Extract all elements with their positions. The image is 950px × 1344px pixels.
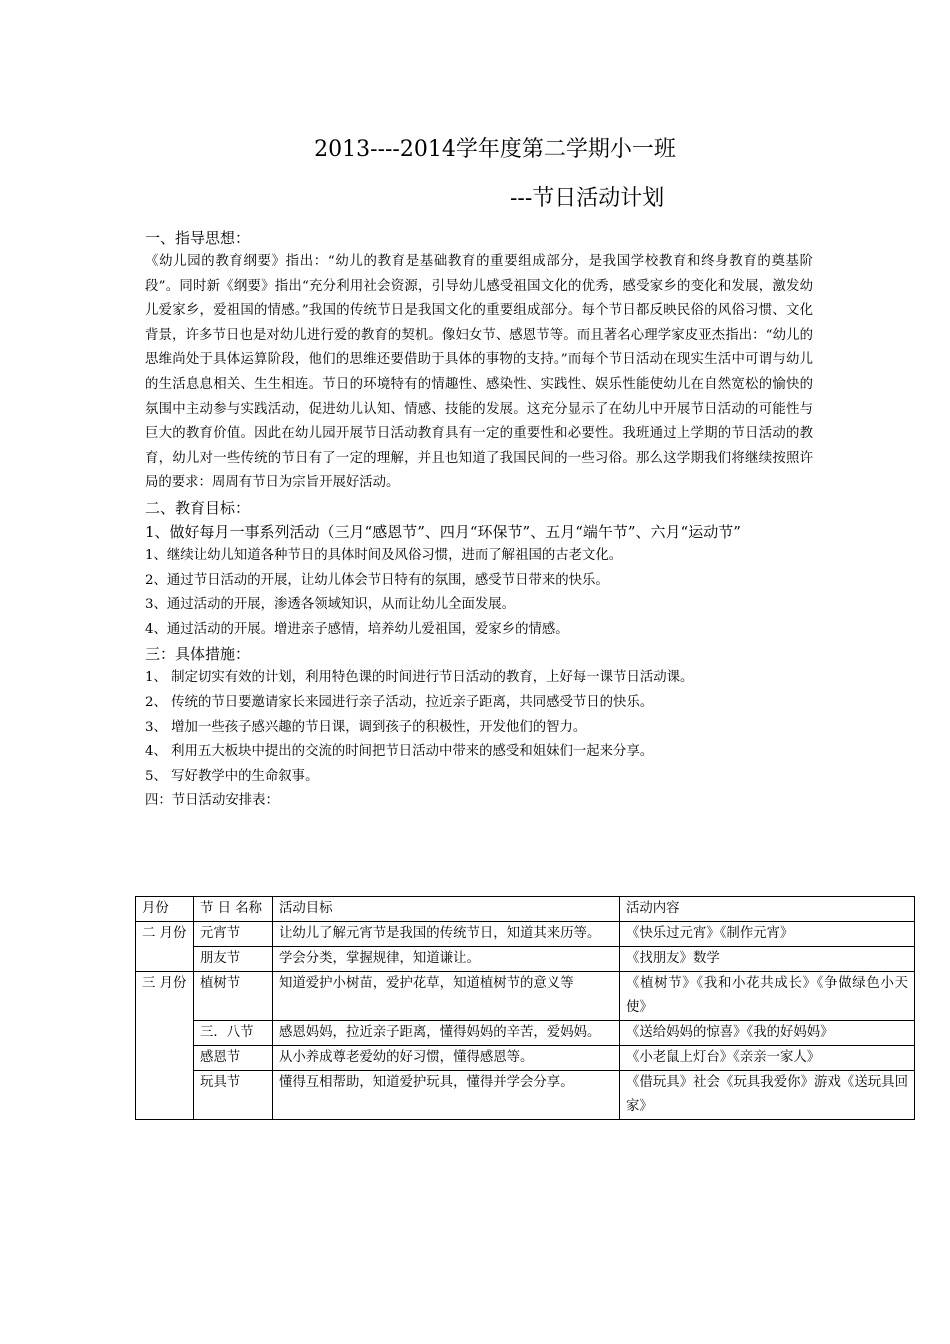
header-activity-content: 活动内容 — [620, 897, 915, 922]
table-row — [136, 947, 915, 972]
goal-cell: 学会分类，掌握规律，知道谦让。 — [273, 947, 620, 972]
content-cell: 《送给妈妈的惊喜》《我的好妈妈》 — [620, 1021, 915, 1046]
content-cell: 《借玩具》社会《玩具我爱你》游戏《送玩具回家》 — [620, 1071, 915, 1120]
document-body — [145, 226, 813, 814]
content-cell: 《植树节》《我和小花共成长》《争做绿色小天使》 — [620, 972, 915, 1021]
measure-item: 5、 写好教学中的生命叙事。 — [145, 768, 319, 784]
content-cell: 《找朋友》数学 — [620, 947, 915, 972]
schedule-table-wrapper — [135, 896, 915, 1120]
content-cell: 《快乐过元宵》《制作元宵》 — [620, 922, 915, 947]
header-month: 月份 — [136, 897, 194, 922]
festival-cell: 元宵节 — [194, 922, 273, 947]
festival-cell: 感恩节 — [194, 1046, 273, 1071]
month-cell: 三 月份 — [136, 972, 194, 1120]
festival-cell: 植树节 — [194, 972, 273, 1021]
measure-item: 2、 传统的节日要邀请家长来园进行亲子活动，拉近亲子距离，共同感受节日的快乐。 — [145, 694, 654, 710]
main-goal: 1、做好每月一事系列活动（三月“感恩节”、四月“环保节”、五月“端午节”、六月“运动节” — [145, 522, 741, 541]
section-heading-guiding-ideas: 一、指导思想： — [145, 229, 251, 247]
table-row — [136, 972, 915, 1021]
header-festival-name: 节 日 名称 — [194, 897, 273, 922]
goal-item: 2、通过节日活动的开展，让幼儿体会节日特有的氛围，感受节日带来的快乐。 — [145, 572, 609, 588]
schedule-table — [135, 896, 915, 1120]
measure-item: 1、 制定切实有效的计划，利用特色课的时间进行节日活动的教育，上好每一课节日活动课。 — [145, 670, 694, 686]
festival-cell: 三．八节 — [194, 1021, 273, 1046]
guiding-ideas-paragraph: 《幼儿园的教育纲要》指出：“幼儿的教育是基础教育的重要组成部分，是我国学校教育和终身教育的奠基阶段”。同时新《纲要》指出“充分利用社会资源，引导幼儿感受祖国文化的优秀，感受家乡的变化和发展，激发幼儿爱家乡，爱祖国的情感。”我国的传统节日是我国文化的重要组成部分。每个节日都反映民俗的风俗习惯、文化背景，许多节日也是对幼儿进行爱的教育的契机。像妇女节、感恩节等。而且著名心理学家皮亚杰指出：“幼儿的思维尚处于具体运算阶段，他们的思维还要借助于具体的事物的支持。”而每个节日活动在现实生活中可谓与幼儿的生活息息相关、生生相连。节日的环境特有的情趣性、感染性、实践性、娱乐性能使幼儿在自然宽松的愉快的氛围中主动参与实践活动，促进幼儿认知、情感、技能的发展。这充分显示了在幼儿中开展节日活动的可能性与巨大的教育价值。因此在幼儿园开展节日活动教育具有一定的重要性和必要性。我班通过上学期的节日活动的教育，幼儿对一些传统的节日有了一定的理解，并且也知道了我国民间的一些习俗。那么这学期我们将继续按照许局的要求：周周有节日为宗旨开展好活动。 — [145, 254, 813, 491]
table-row — [136, 1021, 915, 1046]
section-heading-schedule: 四：节日活动安排表： — [145, 793, 279, 809]
measure-item: 3、 增加一些孩子感兴趣的节日课，调到孩子的积极性，开发他们的智力。 — [145, 719, 587, 735]
goal-cell: 感恩妈妈，拉近亲子距离，懂得妈妈的辛苦，爱妈妈。 — [273, 1021, 620, 1046]
document-title: 2013----2014学年度第二学期小一班 — [314, 137, 676, 162]
festival-cell: 朋友节 — [194, 947, 273, 972]
header-activity-goal: 活动目标 — [273, 897, 620, 922]
goal-item: 1、继续让幼儿知道各种节日的具体时间及风俗习惯，进而了解祖国的古老文化。 — [145, 547, 623, 563]
festival-cell: 玩具节 — [194, 1071, 273, 1120]
goal-cell: 懂得互相帮助，知道爱护玩具，懂得并学会分享。 — [273, 1071, 620, 1120]
goal-item: 3、通过活动的开展，渗透各领域知识，从而让幼儿全面发展。 — [145, 597, 516, 613]
table-row — [136, 922, 915, 947]
table-row — [136, 1046, 915, 1071]
month-cell: 二 月份 — [136, 922, 194, 972]
content-cell: 《小老鼠上灯台》《亲亲一家人》 — [620, 1046, 915, 1071]
goal-cell: 让幼儿了解元宵节是我国的传统节日，知道其来历等。 — [273, 922, 620, 947]
goal-cell: 知道爱护小树苗，爱护花草，知道植树节的意义等 — [273, 972, 620, 1021]
table-header-row — [136, 897, 915, 922]
goal-item: 4、通过活动的开展。增进亲子感情，培养幼儿爱祖国，爱家乡的情感。 — [145, 621, 569, 637]
document-subtitle: ---节日活动计划 — [510, 186, 665, 211]
section-heading-measures: 三：具体措施： — [145, 645, 251, 664]
table-row — [136, 1071, 915, 1120]
goal-cell: 从小养成尊老爱幼的好习惯，懂得感恩等。 — [273, 1046, 620, 1071]
section-heading-education-goals: 二、教育目标： — [145, 498, 251, 517]
measure-item: 4、 利用五大板块中提出的交流的时间把节日活动中带来的感受和姐妹们一起来分享。 — [145, 744, 654, 760]
